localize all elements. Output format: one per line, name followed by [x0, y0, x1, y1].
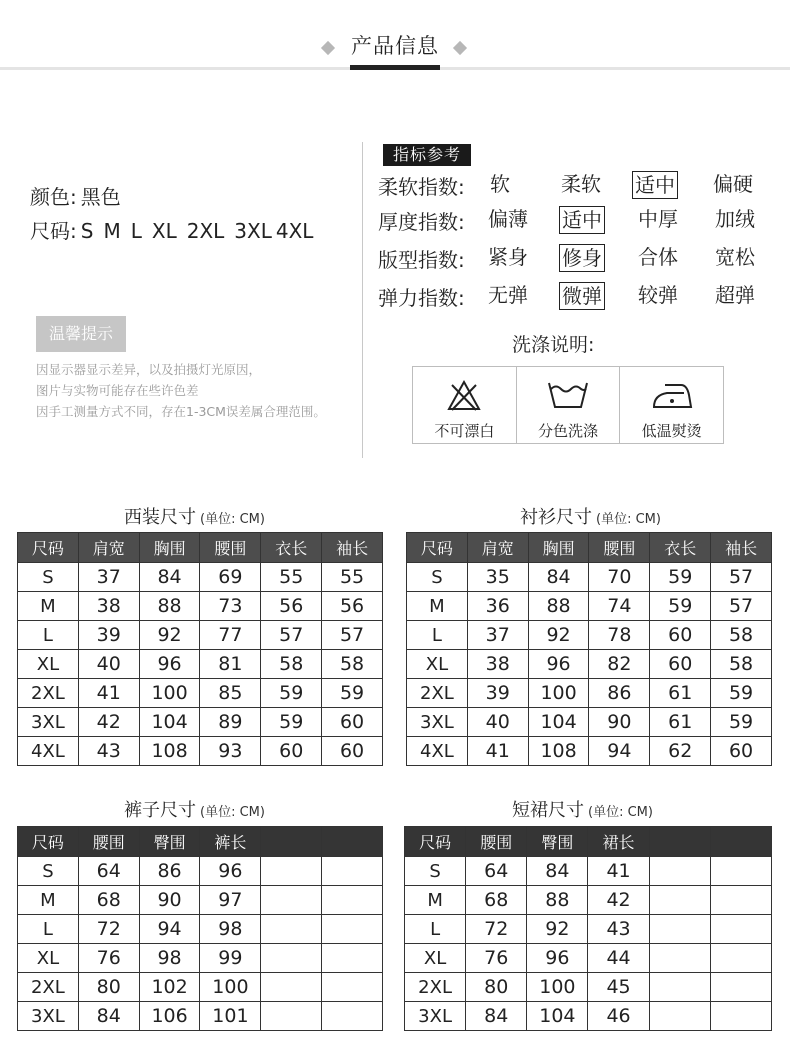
- table-title: 西装尺寸: [124, 507, 196, 528]
- table-cell: 93: [200, 737, 261, 766]
- table-cell: [261, 1002, 322, 1031]
- table-cell: 86: [589, 679, 650, 708]
- table-cell: 101: [200, 1002, 261, 1031]
- table-cell: 108: [139, 737, 200, 766]
- skirt-table-title: [512, 796, 653, 822]
- table-cell: [322, 886, 383, 915]
- tip-line: 图片与实物可能存在些许色差: [36, 383, 199, 398]
- vertical-divider: [362, 142, 363, 458]
- table-header-cell: 尺码: [405, 827, 466, 857]
- table-cell: [322, 944, 383, 973]
- table-cell: 59: [711, 708, 772, 737]
- table-cell: 104: [528, 708, 589, 737]
- table-title: 衬衫尺寸: [520, 507, 592, 528]
- table-cell: 69: [200, 563, 261, 592]
- size-option: M: [103, 219, 121, 243]
- table-row: [407, 737, 772, 766]
- table-header-cell: 臀围: [527, 827, 588, 857]
- table-cell: 57: [261, 621, 322, 650]
- wash-item: [517, 367, 621, 443]
- suit-table-title: [124, 503, 265, 529]
- wash-label: 分色洗涤: [538, 422, 599, 440]
- table-cell: 2XL: [18, 973, 79, 1002]
- table-cell: 57: [322, 621, 383, 650]
- table-cell: 96: [528, 650, 589, 679]
- wash-item: [413, 367, 517, 443]
- size-option: 2XL: [186, 219, 225, 243]
- table-cell: [649, 973, 710, 1002]
- indicator-option: 软: [490, 172, 510, 196]
- table-row: [407, 592, 772, 621]
- table-cell: 81: [200, 650, 261, 679]
- table-row: [18, 650, 383, 679]
- table-cell: S: [18, 857, 79, 886]
- table-cell: 36: [467, 592, 528, 621]
- table-row: [18, 944, 383, 973]
- table-row: [405, 857, 772, 886]
- table-cell: 61: [650, 679, 711, 708]
- table-row: [18, 973, 383, 1002]
- table-cell: 41: [78, 679, 139, 708]
- table-cell: L: [407, 621, 468, 650]
- shirt-table-title: [520, 503, 661, 529]
- table-row: [18, 737, 383, 766]
- table-header-cell: 尺码: [407, 533, 468, 563]
- pants-table-title: [124, 796, 265, 822]
- indicator-option: 偏薄: [488, 207, 528, 231]
- table-header-cell: 胸围: [528, 533, 589, 563]
- table-cell: 59: [650, 563, 711, 592]
- table-row: [18, 886, 383, 915]
- indicator-badge: 指标参考: [383, 144, 471, 166]
- table-cell: 58: [711, 621, 772, 650]
- table-cell: [710, 944, 771, 973]
- table-row: [18, 708, 383, 737]
- table-header-row: [405, 827, 772, 857]
- table-cell: 61: [650, 708, 711, 737]
- indicator-option-selected: 适中: [632, 171, 678, 199]
- table-row: [405, 973, 772, 1002]
- table-cell: [322, 915, 383, 944]
- table-cell: 3XL: [18, 708, 79, 737]
- table-cell: 56: [261, 592, 322, 621]
- table-cell: 76: [78, 944, 139, 973]
- table-cell: [322, 973, 383, 1002]
- indicator-option: 紧身: [488, 245, 528, 269]
- table-cell: 96: [200, 857, 261, 886]
- table-cell: 88: [528, 592, 589, 621]
- table-cell: 2XL: [407, 679, 468, 708]
- page-title: 产品信息: [351, 34, 439, 58]
- indicator-option: 超弹: [715, 283, 755, 307]
- table-cell: L: [405, 915, 466, 944]
- table-cell: 60: [261, 737, 322, 766]
- table-cell: 82: [589, 650, 650, 679]
- indicator-option-selected: 修身: [559, 244, 605, 272]
- table-cell: 88: [139, 592, 200, 621]
- table-header-cell: 肩宽: [467, 533, 528, 563]
- indicator-option: 偏硬: [713, 172, 753, 196]
- wash-label: 不可漂白: [434, 422, 495, 440]
- table-cell: 100: [139, 679, 200, 708]
- table-cell: 98: [139, 944, 200, 973]
- table-cell: [649, 915, 710, 944]
- table-header-cell: [649, 827, 710, 857]
- table-cell: 88: [527, 886, 588, 915]
- table-cell: 80: [466, 973, 527, 1002]
- table-cell: 40: [78, 650, 139, 679]
- table-header-cell: 尺码: [18, 533, 79, 563]
- table-header-cell: 尺码: [18, 827, 79, 857]
- table-cell: 73: [200, 592, 261, 621]
- table-cell: 45: [588, 973, 649, 1002]
- table-row: [18, 679, 383, 708]
- table-cell: M: [18, 886, 79, 915]
- table-row: [405, 886, 772, 915]
- table-unit: (单位: CM): [200, 805, 265, 820]
- table-cell: [261, 973, 322, 1002]
- color-label: 颜色:: [30, 185, 77, 209]
- table-cell: [261, 915, 322, 944]
- table-header-cell: 腰围: [589, 533, 650, 563]
- table-row: [18, 621, 383, 650]
- table-cell: 94: [589, 737, 650, 766]
- table-cell: 104: [139, 708, 200, 737]
- table-cell: L: [18, 915, 79, 944]
- table-cell: 43: [78, 737, 139, 766]
- size-option: 4XL: [275, 219, 314, 243]
- table-cell: 98: [200, 915, 261, 944]
- table-cell: 38: [467, 650, 528, 679]
- indicator-option: 柔软: [561, 172, 601, 196]
- indicator-option-selected: 适中: [559, 206, 605, 234]
- no-bleach-icon: [446, 379, 482, 413]
- table-cell: 40: [467, 708, 528, 737]
- table-cell: 58: [322, 650, 383, 679]
- table-cell: 85: [200, 679, 261, 708]
- table-cell: 76: [466, 944, 527, 973]
- table-cell: 2XL: [18, 679, 79, 708]
- table-cell: 92: [527, 915, 588, 944]
- table-cell: 96: [527, 944, 588, 973]
- indicator-label: 厚度指数:: [378, 210, 465, 234]
- table-cell: XL: [407, 650, 468, 679]
- table-cell: [649, 1002, 710, 1031]
- table-cell: 89: [200, 708, 261, 737]
- table-cell: 99: [200, 944, 261, 973]
- table-cell: 56: [322, 592, 383, 621]
- table-cell: 84: [466, 1002, 527, 1031]
- indicator-option: 加绒: [715, 207, 755, 231]
- size-option: 3XL: [234, 219, 272, 243]
- size-label: 尺码:: [30, 219, 77, 243]
- table-row: [405, 915, 772, 944]
- table-cell: 4XL: [18, 737, 79, 766]
- tip-badge: 温馨提示: [36, 316, 126, 352]
- table-header-cell: 裙长: [588, 827, 649, 857]
- table-cell: [649, 944, 710, 973]
- table-cell: [261, 886, 322, 915]
- wash-instructions: [412, 366, 724, 444]
- table-cell: 90: [589, 708, 650, 737]
- table-cell: 3XL: [18, 1002, 79, 1031]
- table-cell: 46: [588, 1002, 649, 1031]
- table-cell: 37: [467, 621, 528, 650]
- table-cell: 74: [589, 592, 650, 621]
- table-cell: [710, 973, 771, 1002]
- table-cell: 84: [528, 563, 589, 592]
- pants-size-table: [17, 826, 383, 1031]
- table-cell: 57: [711, 592, 772, 621]
- table-cell: 72: [466, 915, 527, 944]
- table-cell: 39: [78, 621, 139, 650]
- wash-item: [620, 367, 723, 443]
- table-cell: 39: [467, 679, 528, 708]
- table-cell: 35: [467, 563, 528, 592]
- table-row: [407, 679, 772, 708]
- table-cell: 100: [528, 679, 589, 708]
- table-unit: (单位: CM): [588, 805, 653, 820]
- table-row: [407, 650, 772, 679]
- table-cell: 60: [322, 708, 383, 737]
- table-header-cell: 袖长: [322, 533, 383, 563]
- table-cell: 64: [466, 857, 527, 886]
- table-cell: 59: [711, 679, 772, 708]
- table-cell: 94: [139, 915, 200, 944]
- indicator-option: 无弹: [488, 283, 528, 307]
- table-row: [18, 1002, 383, 1031]
- indicator-option: 较弹: [638, 283, 678, 307]
- table-cell: 3XL: [407, 708, 468, 737]
- size-option: L: [130, 219, 142, 243]
- table-cell: 4XL: [407, 737, 468, 766]
- table-cell: 59: [650, 592, 711, 621]
- indicator-option: 中厚: [638, 207, 678, 231]
- table-cell: 102: [139, 973, 200, 1002]
- table-cell: 84: [527, 857, 588, 886]
- table-title: 短裙尺寸: [512, 800, 584, 821]
- iron-low-icon: [651, 379, 693, 411]
- table-cell: 60: [650, 650, 711, 679]
- table-cell: 55: [322, 563, 383, 592]
- table-cell: 100: [200, 973, 261, 1002]
- table-cell: 97: [200, 886, 261, 915]
- indicator-label: 柔软指数:: [378, 175, 465, 199]
- color-value: 黑色: [80, 185, 121, 209]
- size-option: S: [80, 219, 94, 243]
- table-header-cell: 肩宽: [78, 533, 139, 563]
- table-cell: 68: [78, 886, 139, 915]
- table-row: [18, 915, 383, 944]
- table-row: [407, 621, 772, 650]
- table-row: [405, 944, 772, 973]
- table-cell: 44: [588, 944, 649, 973]
- table-row: [18, 563, 383, 592]
- table-cell: 59: [261, 679, 322, 708]
- table-cell: [322, 857, 383, 886]
- table-cell: M: [405, 886, 466, 915]
- table-row: [18, 592, 383, 621]
- color-row: [30, 181, 121, 210]
- wash-basin-icon: [546, 379, 590, 411]
- tip-line: 因显示器显示差异，以及拍摄灯光原因，: [36, 362, 262, 377]
- table-cell: 42: [78, 708, 139, 737]
- table-cell: M: [18, 592, 79, 621]
- table-header-cell: [710, 827, 771, 857]
- wash-title: 洗涤说明:: [512, 334, 595, 356]
- table-cell: S: [405, 857, 466, 886]
- table-cell: XL: [18, 944, 79, 973]
- shirt-size-table: [406, 532, 772, 766]
- table-cell: L: [18, 621, 79, 650]
- table-cell: 84: [78, 1002, 139, 1031]
- table-header-cell: 裤长: [200, 827, 261, 857]
- table-cell: 59: [322, 679, 383, 708]
- table-cell: [710, 915, 771, 944]
- table-cell: 38: [78, 592, 139, 621]
- table-cell: 84: [139, 563, 200, 592]
- table-cell: 90: [139, 886, 200, 915]
- table-cell: [649, 857, 710, 886]
- table-cell: 92: [139, 621, 200, 650]
- table-cell: [261, 944, 322, 973]
- indicator-option: 合体: [638, 245, 678, 269]
- indicator-label: 弹力指数:: [378, 286, 465, 310]
- table-row: [407, 708, 772, 737]
- table-header-cell: 胸围: [139, 533, 200, 563]
- suit-size-table: [17, 532, 383, 766]
- table-header-row: [18, 827, 383, 857]
- tip-line: 因手工测量方式不同，存在1-3CM误差属合理范围。: [36, 404, 326, 419]
- table-header-cell: 衣长: [650, 533, 711, 563]
- table-cell: 58: [261, 650, 322, 679]
- table-title: 裤子尺寸: [124, 800, 196, 821]
- table-cell: 86: [139, 857, 200, 886]
- table-cell: [710, 886, 771, 915]
- table-cell: XL: [18, 650, 79, 679]
- table-cell: [322, 1002, 383, 1031]
- table-header-cell: [322, 827, 383, 857]
- table-cell: 106: [139, 1002, 200, 1031]
- table-cell: 41: [588, 857, 649, 886]
- table-cell: 72: [78, 915, 139, 944]
- table-header-cell: [261, 827, 322, 857]
- table-cell: 60: [322, 737, 383, 766]
- table-row: [18, 857, 383, 886]
- table-header-cell: 臀围: [139, 827, 200, 857]
- header-accent-bar: [350, 65, 440, 70]
- table-cell: 43: [588, 915, 649, 944]
- table-cell: 62: [650, 737, 711, 766]
- table-header-row: [407, 533, 772, 563]
- table-cell: M: [407, 592, 468, 621]
- table-cell: 58: [711, 650, 772, 679]
- table-unit: (单位: CM): [596, 512, 661, 527]
- table-row: [407, 563, 772, 592]
- table-header-cell: 袖长: [711, 533, 772, 563]
- table-row: [405, 1002, 772, 1031]
- table-cell: 59: [261, 708, 322, 737]
- table-cell: S: [407, 563, 468, 592]
- size-row: [30, 215, 323, 244]
- indicator-option: 宽松: [715, 245, 755, 269]
- table-cell: 92: [528, 621, 589, 650]
- table-header-cell: 腰围: [466, 827, 527, 857]
- table-cell: [261, 857, 322, 886]
- table-cell: [710, 1002, 771, 1031]
- table-unit: (单位: CM): [200, 512, 265, 527]
- table-cell: 57: [711, 563, 772, 592]
- table-cell: XL: [405, 944, 466, 973]
- table-cell: 68: [466, 886, 527, 915]
- table-cell: 42: [588, 886, 649, 915]
- table-cell: 108: [528, 737, 589, 766]
- table-cell: 37: [78, 563, 139, 592]
- table-cell: 78: [589, 621, 650, 650]
- table-cell: 41: [467, 737, 528, 766]
- table-header-cell: 衣长: [261, 533, 322, 563]
- size-option: XL: [151, 219, 177, 243]
- indicator-label: 版型指数:: [378, 248, 465, 272]
- table-cell: 55: [261, 563, 322, 592]
- table-cell: [710, 857, 771, 886]
- table-cell: 96: [139, 650, 200, 679]
- table-cell: 100: [527, 973, 588, 1002]
- table-header-cell: 腰围: [78, 827, 139, 857]
- wash-label: 低温熨烫: [641, 422, 702, 440]
- table-cell: 2XL: [405, 973, 466, 1002]
- table-cell: 70: [589, 563, 650, 592]
- table-cell: S: [18, 563, 79, 592]
- table-cell: 3XL: [405, 1002, 466, 1031]
- table-cell: 104: [527, 1002, 588, 1031]
- table-header-cell: 腰围: [200, 533, 261, 563]
- table-cell: [649, 886, 710, 915]
- table-cell: 77: [200, 621, 261, 650]
- table-cell: 80: [78, 973, 139, 1002]
- table-cell: 60: [650, 621, 711, 650]
- table-header-row: [18, 533, 383, 563]
- table-cell: 64: [78, 857, 139, 886]
- skirt-size-table: [404, 826, 772, 1031]
- indicator-option-selected: 微弹: [559, 282, 605, 310]
- table-cell: 60: [711, 737, 772, 766]
